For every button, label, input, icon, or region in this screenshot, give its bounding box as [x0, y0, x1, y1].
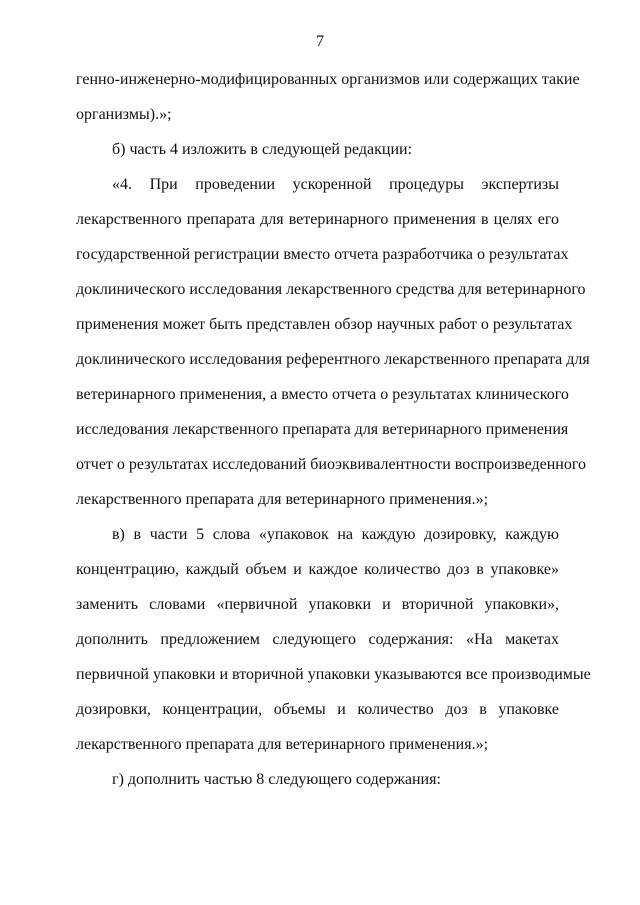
- text-line: лекарственного препарата для ветеринарного применения.»;: [76, 736, 489, 753]
- text-line: ветеринарного применения, а вместо отчета о результатах клинического: [76, 386, 569, 403]
- text-line: концентрацию, каждый объем и каждое количество доз в упаковке»: [76, 561, 559, 578]
- text-line: «4. При проведении ускоренной процедуры экспертизы: [112, 176, 559, 193]
- text-line: генно-инженерно-модифицированных организмов или содержащих такие: [76, 71, 580, 88]
- paragraph-g-heading: г) дополнить частью 8 следующего содержания:: [112, 771, 441, 788]
- text-line: лекарственного препарата для ветеринарного применения в целях его: [76, 211, 559, 228]
- text-line: дозировки, концентрации, объемы и количество доз в упаковке: [76, 701, 559, 718]
- text-line: доклинического исследования лекарственного средства для ветеринарного: [76, 281, 586, 298]
- text-line: исследования лекарственного препарата для ветеринарного применения: [76, 421, 569, 438]
- text-line: заменить словами «первичной упаковки и вторичной упаковки»,: [76, 596, 559, 613]
- page-number: 7: [316, 33, 324, 50]
- text-line: организмы).»;: [76, 106, 172, 123]
- text-line: дополнить предложением следующего содержания: «На макетах: [76, 631, 559, 648]
- text-line: лекарственного препарата для ветеринарного применения.»;: [76, 491, 489, 508]
- text-line: государственной регистрации вместо отчета разработчика о результатах: [76, 246, 569, 263]
- paragraph-v-heading: в) в части 5 слова «упаковок на каждую дозировку, каждую: [112, 526, 559, 543]
- paragraph-b-heading: б) часть 4 изложить в следующей редакции:: [112, 141, 413, 158]
- text-line: первичной упаковки и вторичной упаковки указываются все производимые: [76, 666, 591, 683]
- text-line: доклинического исследования референтного лекарственного препарата для: [76, 351, 590, 368]
- text-line: отчет о результатах исследований биоэквивалентности воспроизведенного: [76, 456, 587, 473]
- text-line: применения может быть представлен обзор научных работ о результатах: [76, 316, 573, 333]
